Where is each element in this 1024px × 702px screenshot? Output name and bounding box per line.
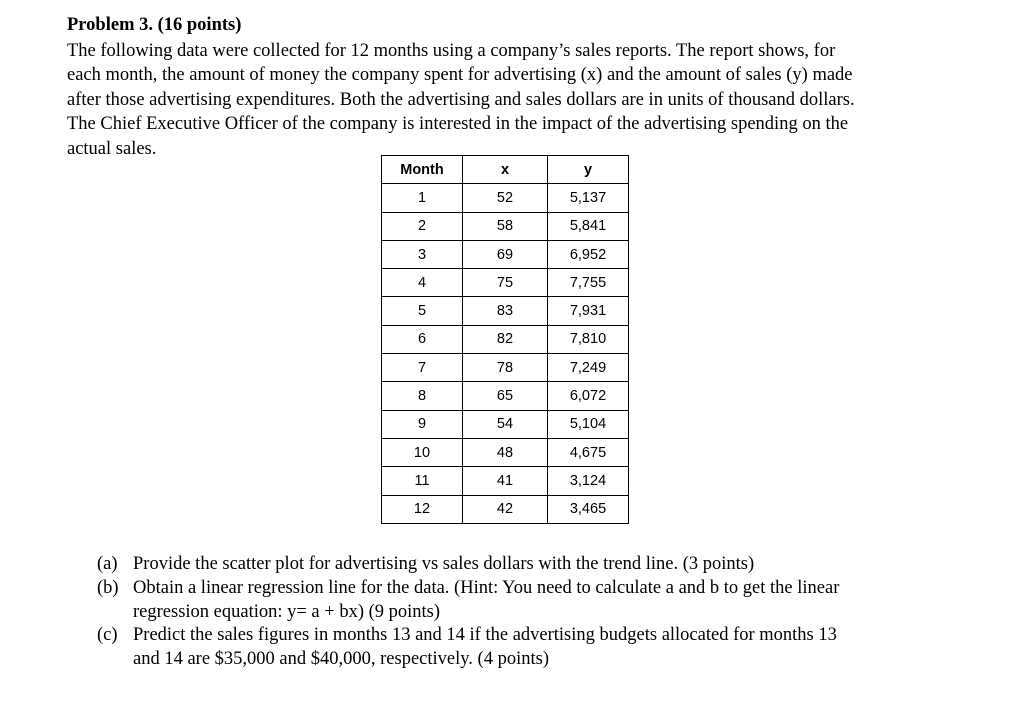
- cell-month: 6: [382, 325, 463, 353]
- cell-x: 52: [463, 184, 548, 212]
- cell-y: 7,810: [548, 325, 629, 353]
- cell-y: 3,124: [548, 467, 629, 495]
- problem-title: Problem 3. (16 points): [67, 15, 242, 35]
- question-text: Provide the scatter plot for advertising vs sales dollars with the trend line. (3 points): [133, 554, 755, 574]
- question-label: (a): [97, 554, 118, 574]
- intro-line: after those advertising expenditures. Both the advertising and sales dollars are in units of thousand dollars.: [67, 89, 855, 110]
- intro-line: each month, the amount of money the company spent for advertising (x) and the amount of sales (y) made: [67, 65, 853, 86]
- table-header-row: [382, 156, 629, 184]
- table-row: [382, 410, 629, 438]
- cell-x: 65: [463, 382, 548, 410]
- table-body: [382, 184, 629, 524]
- cell-x: 58: [463, 212, 548, 240]
- cell-y: 5,104: [548, 410, 629, 438]
- question-text: Obtain a linear regression line for the data. (Hint: You need to calculate a and b to get the linear: [133, 577, 840, 598]
- problem-intro: [67, 39, 947, 161]
- cell-month: 4: [382, 269, 463, 297]
- cell-x: 78: [463, 354, 548, 382]
- intro-line: The following data were collected for 12 months using a company’s sales reports. The report shows, for: [67, 41, 836, 61]
- cell-x: 42: [463, 495, 548, 523]
- cell-x: 54: [463, 410, 548, 438]
- table-row: [382, 354, 629, 382]
- table-row: [382, 467, 629, 495]
- intro-line: actual sales.: [67, 138, 157, 159]
- question-list: [97, 553, 937, 672]
- table-row: [382, 382, 629, 410]
- cell-month: 12: [382, 495, 463, 523]
- table-row: [382, 297, 629, 325]
- cell-month: 3: [382, 240, 463, 268]
- cell-y: 7,249: [548, 354, 629, 382]
- cell-month: 2: [382, 212, 463, 240]
- cell-month: 11: [382, 467, 463, 495]
- question-text: Predict the sales figures in months 13 and 14 if the advertising budgets allocated for months 13: [133, 625, 837, 646]
- cell-y: 6,952: [548, 240, 629, 268]
- cell-month: 5: [382, 297, 463, 325]
- cell-month: 10: [382, 438, 463, 466]
- data-table: [381, 155, 629, 524]
- cell-month: 7: [382, 354, 463, 382]
- cell-month: 8: [382, 382, 463, 410]
- cell-x: 48: [463, 438, 548, 466]
- cell-y: 5,137: [548, 184, 629, 212]
- cell-month: 1: [382, 184, 463, 212]
- cell-y: 6,072: [548, 382, 629, 410]
- question-label: (c): [97, 625, 118, 646]
- cell-x: 83: [463, 297, 548, 325]
- cell-y: 3,465: [548, 495, 629, 523]
- cell-y: 7,755: [548, 269, 629, 297]
- header-y: y: [548, 156, 629, 184]
- cell-x: 41: [463, 467, 548, 495]
- cell-month: 9: [382, 410, 463, 438]
- cell-y: 7,931: [548, 297, 629, 325]
- cell-x: 75: [463, 269, 548, 297]
- header-x: x: [463, 156, 548, 184]
- table-row: [382, 325, 629, 353]
- table-row: [382, 212, 629, 240]
- intro-line: The Chief Executive Officer of the company is interested in the impact of the advertising spending on the: [67, 114, 849, 135]
- table-row: [382, 269, 629, 297]
- table-row: [382, 184, 629, 212]
- header-month: Month: [382, 156, 463, 184]
- table-row: [382, 495, 629, 523]
- cell-y: 5,841: [548, 212, 629, 240]
- question-text: regression equation: y= a + bx) (9 points): [133, 601, 441, 622]
- question-b: [97, 577, 937, 625]
- table-row: [382, 438, 629, 466]
- cell-x: 69: [463, 240, 548, 268]
- question-text: and 14 are $35,000 and $40,000, respectively. (4 points): [133, 649, 549, 670]
- question-a: [97, 553, 937, 577]
- question-c: [97, 624, 937, 672]
- table-row: [382, 240, 629, 268]
- cell-y: 4,675: [548, 438, 629, 466]
- cell-x: 82: [463, 325, 548, 353]
- question-label: (b): [97, 577, 119, 598]
